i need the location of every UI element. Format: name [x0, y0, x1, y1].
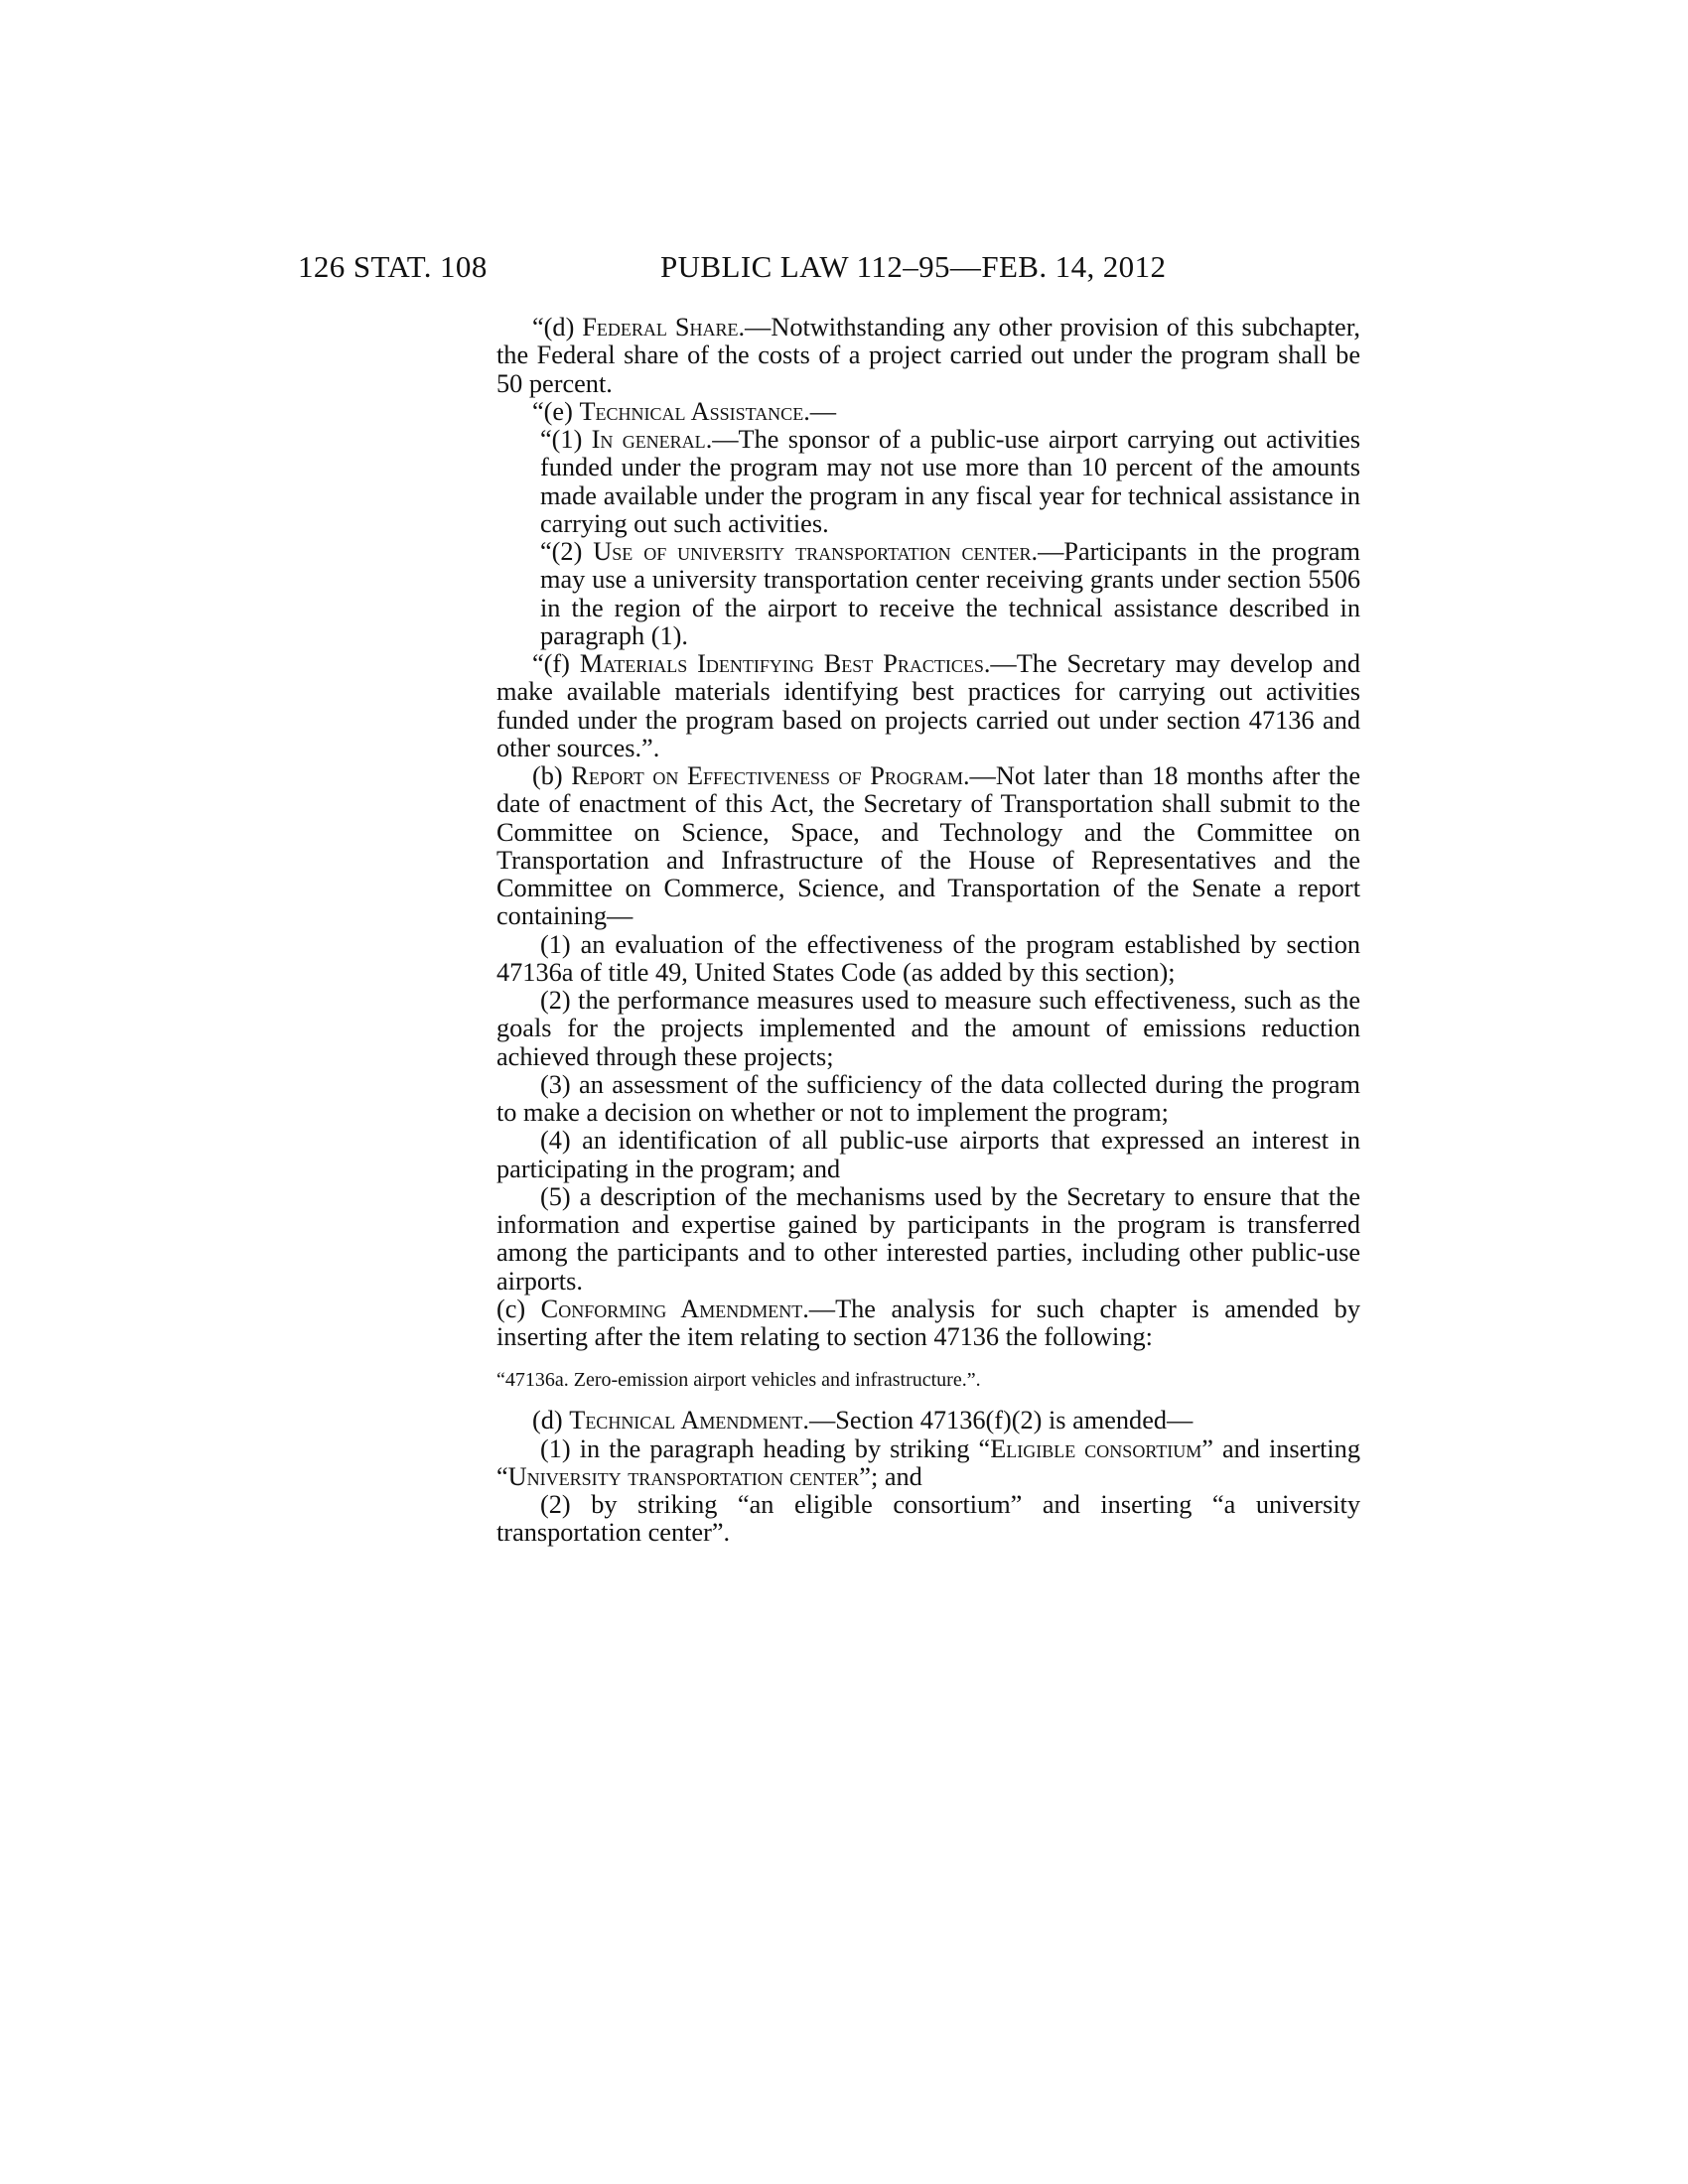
amendment-text: ” and inserting “: [496, 1433, 1360, 1491]
paragraph-heading: Use of university transportation center: [593, 537, 1032, 566]
subsection-heading: Technical Assistance: [579, 396, 804, 426]
subsection-open: “(f): [532, 649, 580, 678]
subsection-heading: Conforming Amendment: [540, 1294, 803, 1323]
subsection-f-best-practices: [496, 650, 1360, 762]
amendment-text: (1) in the paragraph heading by striking “: [540, 1433, 991, 1463]
running-head: PUBLIC LAW 112–95—FEB. 14, 2012: [660, 249, 1167, 284]
struck-heading: Eligible consortium: [990, 1433, 1202, 1463]
subsection-open: (b): [532, 761, 572, 790]
paragraph-open: “(2): [540, 537, 594, 566]
paragraph-open: “(1): [540, 425, 592, 454]
subsection-text: .—The Secretary may develop and make available materials identifying best practices for carrying out activities funded under the program based on projects carried out under section 47136 and other sources.”.: [496, 649, 1360, 762]
subsection-d-technical: [496, 1407, 1360, 1434]
subsection-open: “(d): [532, 313, 583, 341]
subsection-c-conforming: [496, 1296, 1360, 1352]
subsection-text: .—Not later than 18 months after the date of enactment of this Act, the Secretary of Transportation shall submit to the Committee on Science, Space, and Technology and the Committee on Transportation and Infrastructure of the House of Representatives and the Committee on Commerce, Science, and Transportation of the Senate a report containing—: [496, 761, 1360, 931]
subsection-e-technical-assistance: [496, 398, 1360, 426]
paragraph-text: .—Participants in the program may use a university transportation center receiving grants under section 5506 in the region of the airport to receive the technical assistance described in paragraph (1).: [540, 537, 1360, 650]
report-item-1: (1) an evaluation of the effectiveness of the program established by section 47136a of title 49, United States Code (as added by this section);: [496, 929, 1360, 987]
paragraph-heading: In general: [591, 425, 706, 454]
paragraph-e1-in-general: [540, 426, 1360, 538]
subsection-text: .—The analysis for such chapter is amended by inserting after the item relating to section 47136 the following:: [496, 1294, 1360, 1351]
report-item-5: (5) a description of the mechanisms used by the Secretary to ensure that the information and expertise gained by participants in the program is transferred among the participants and to other interested parties, including other public-use airports.: [496, 1181, 1360, 1296]
subsection-heading: Federal Share: [582, 313, 739, 341]
paragraph-text: .—The sponsor of a public-use airport carrying out activities funded under the program may not use more than 10 percent of the amounts made available under the program in any fiscal year for technical assistance in carrying out such activities.: [540, 425, 1360, 538]
subsection-heading: Materials Identifying Best Practices: [579, 649, 984, 678]
table-of-sections-entry: “47136a. Zero-emission airport vehicles and infrastructure.”.: [496, 1369, 981, 1392]
amendment-item-1: [496, 1435, 1360, 1492]
subsection-b-report: [496, 762, 1360, 931]
report-item-2: (2) the performance measures used to measure such effectiveness, such as the goals for the projects implemented and the amount of emissions reduction achieved through these projects;: [496, 986, 1360, 1071]
report-item-3: (3) an assessment of the sufficiency of the data collected during the program to make a decision on whether or not to implement the program;: [496, 1069, 1360, 1127]
page-number: 126 STAT. 108: [298, 249, 488, 284]
subsection-heading: Report on Effectiveness of Program: [571, 761, 963, 790]
paragraph-e2-university-center: [540, 538, 1360, 650]
inserted-heading: University transportation center: [507, 1461, 860, 1491]
amendment-item-2: (2) by striking “an eligible consortium” and inserting “a university transportation center”.: [496, 1490, 1360, 1548]
subsection-text: .—Notwithstanding any other provision of this subchapter, the Federal share of the costs of a project carried out under the program shall be 50 percent.: [496, 313, 1360, 398]
subsection-heading: Technical Amendment: [569, 1406, 803, 1435]
subsection-open: (c): [496, 1294, 541, 1323]
subsection-text: .—: [803, 396, 837, 426]
subsection-open: “(e): [532, 396, 580, 426]
subsection-open: (d): [532, 1406, 570, 1435]
amendment-text: ”; and: [859, 1461, 922, 1491]
report-item-4: (4) an identification of all public-use airports that expressed an interest in participating in the program; and: [496, 1126, 1360, 1183]
statute-text: [496, 314, 1360, 1548]
subsection-text: .—Section 47136(f)(2) is amended—: [802, 1406, 1194, 1435]
subsection-d-federal-share: [496, 314, 1360, 398]
